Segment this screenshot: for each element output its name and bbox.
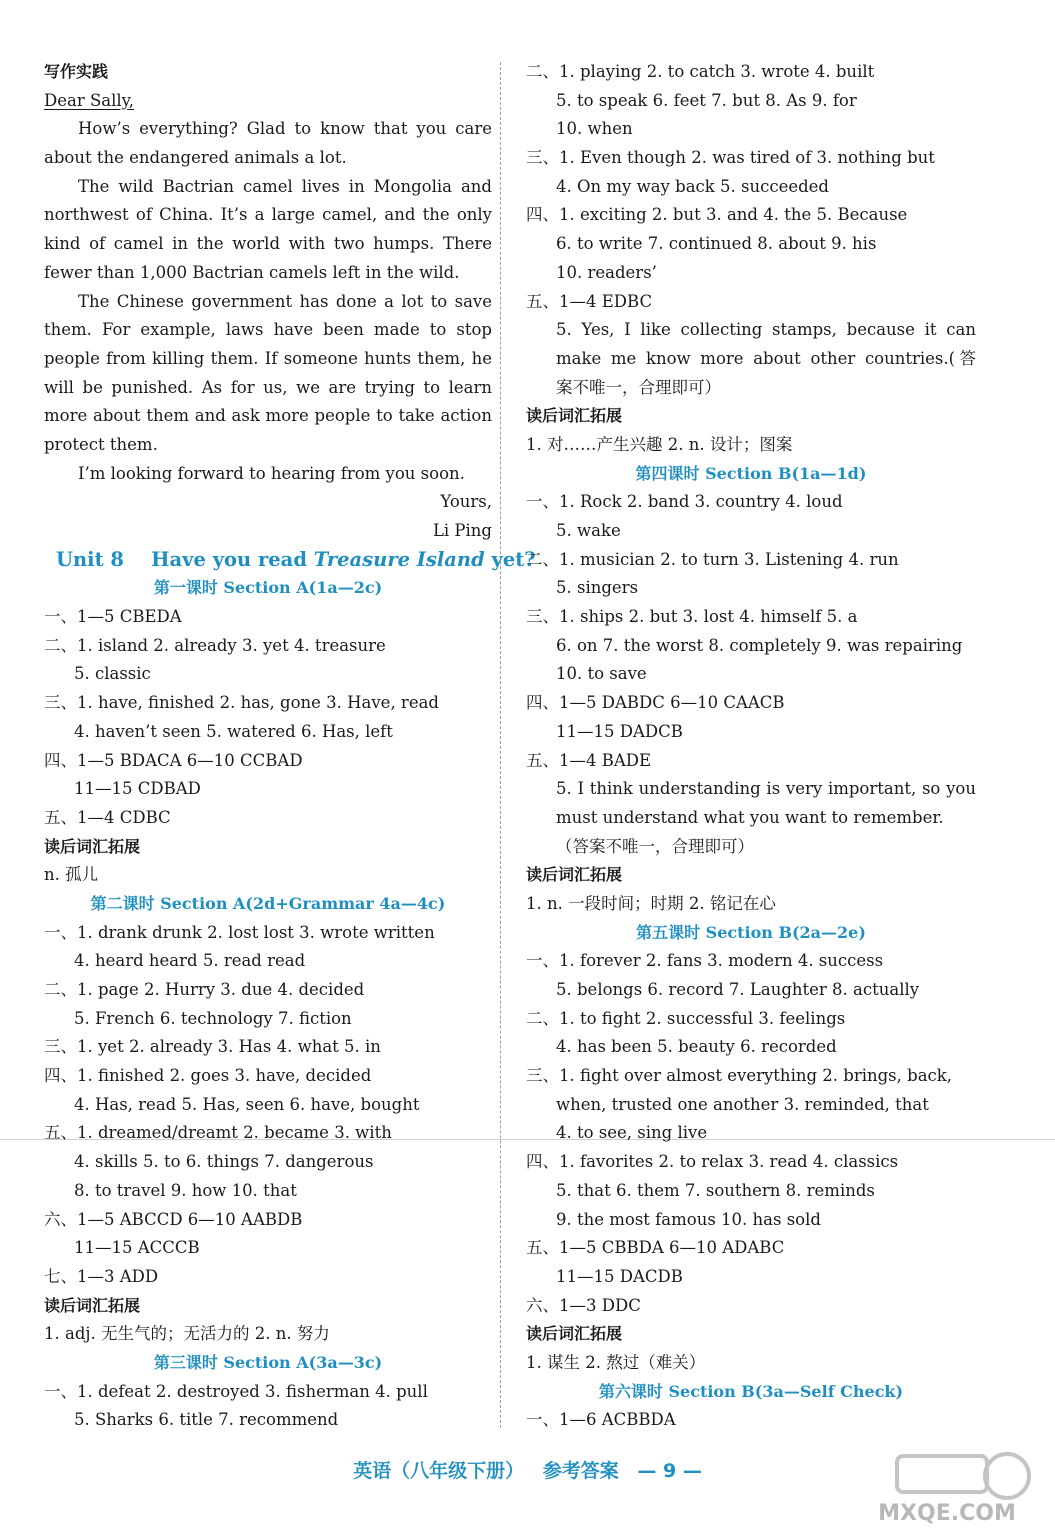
lesson-heading: 第二课时 Section A(2d+Grammar 4a—4c)	[90, 893, 446, 913]
section-heading: 写作实践	[44, 62, 109, 81]
answer-line: 三、1. have, finished 2. has, gone 3. Have, read	[44, 693, 439, 713]
answer-line: 一、1. forever 2. fans 3. modern 4. success	[526, 951, 884, 971]
answer-line: about the endangered animals a lot.	[44, 148, 347, 168]
answer-line: The wild Bactrian camel lives in Mongolia and	[78, 176, 492, 196]
answer-line: protect them.	[44, 434, 158, 454]
answer-line: 一、1. drank drunk 2. lost lost 3. wrote written	[44, 922, 435, 942]
answer-line: 七、1—3 ADD	[44, 1266, 159, 1286]
answer-line: 二、1. to fight 2. successful 3. feelings	[526, 1008, 846, 1028]
answer-line: 二、1. island 2. already 3. yet 4. treasure	[44, 635, 386, 655]
answer-line: 5. singers	[556, 578, 639, 598]
answer-line: 5. Yes, I like collecting stamps, because it can	[556, 320, 976, 340]
answer-line: I’m looking forward to hearing from you soon.	[78, 463, 465, 483]
answer-line: 10. to save	[556, 664, 647, 684]
answer-line: 五、1—4 CDBC	[44, 807, 171, 827]
answer-line: more about them and ask more people to take action	[44, 406, 492, 426]
answer-line: 六、1—3 DDC	[526, 1295, 641, 1315]
answer-line: 四、1. finished 2. goes 3. have, decided	[44, 1066, 372, 1086]
answer-line: must understand what you want to remember.	[556, 807, 944, 827]
answer-line: 二、1. page 2. Hurry 3. due 4. decided	[44, 980, 365, 999]
answer-line: 四、1—5 DABDC 6—10 CAACB	[526, 693, 785, 713]
section-heading: 读后词汇拓展	[44, 1295, 141, 1315]
answer-line: n. 孤儿	[44, 865, 99, 885]
answer-line: 6. on 7. the worst 8. completely 9. was repairing	[556, 635, 963, 655]
right-column	[526, 58, 976, 1435]
answer-line: The Chinese government has done a lot to save	[78, 291, 492, 311]
answer-line: 三、1. fight over almost everything 2. brings, back,	[526, 1066, 953, 1086]
answer-line: 11—15 DACDB	[556, 1266, 683, 1286]
lesson-heading: 第六课时 Section B(3a—Self Check)	[598, 1381, 904, 1401]
answer-line: 五、1—4 EDBC	[526, 291, 653, 311]
answer-line: 1. 对……产生兴趣 2. n. 设计；图案	[526, 434, 793, 454]
answer-line: 5. to speak 6. feet 7. but 8. As 9. for	[556, 90, 857, 110]
answer-line: 四、1—5 BDACA 6—10 CCBAD	[44, 750, 303, 770]
answer-line: 4. heard heard 5. read read	[74, 951, 306, 971]
answer-line: 8. to travel 9. how 10. that	[74, 1180, 297, 1200]
watermark-logo-icon	[857, 1448, 1037, 1528]
answer-line: 4. skills 5. to 6. things 7. dangerous	[74, 1152, 374, 1172]
unit-title	[44, 546, 536, 575]
footer-label: 参考答案	[542, 1460, 619, 1482]
section-heading: 读后词汇拓展	[526, 865, 623, 885]
answer-line: 二、1. playing 2. to catch 3. wrote 4. built	[526, 62, 875, 81]
answer-line: 五、1—4 BADE	[526, 750, 652, 770]
watermark-logo	[857, 1448, 1037, 1528]
answer-line: will be punished. As for us, we are trying to learn	[44, 377, 492, 397]
lesson-heading: 第一课时 Section A(1a—2c)	[153, 578, 383, 598]
answer-line: 五、1—5 CBBDA 6—10 ADABC	[526, 1238, 785, 1258]
unit-title-book: Treasure Island	[313, 547, 485, 571]
answer-line: 10. readers’	[556, 262, 657, 282]
left-column	[44, 58, 536, 1435]
answer-line: 一、1. Rock 2. band 3. country 4. loud	[526, 492, 843, 512]
answer-line: people from killing them. If someone hunts them, he	[44, 348, 492, 368]
answer-line: 5. French 6. technology 7. fiction	[74, 1008, 352, 1028]
answer-line: 10. when	[556, 119, 633, 139]
section-heading: 读后词汇拓展	[44, 836, 141, 856]
answer-line: 4. On my way back 5. succeeded	[556, 176, 829, 196]
lesson-heading: 第四课时 Section B(1a—1d)	[635, 463, 867, 483]
answer-line: 案不唯一，合理即可）	[556, 377, 721, 397]
answer-line: 1. 谋生 2. 熬过（难关）	[526, 1352, 706, 1372]
footer-subject: 英语（八年级下册）	[353, 1460, 525, 1482]
lesson-heading: 第三课时 Section A(3a—3c)	[153, 1352, 383, 1372]
answer-line: （答案不唯一，合理即可）	[556, 836, 754, 856]
answer-line: 四、1. exciting 2. but 3. and 4. the 5. Because	[526, 205, 908, 225]
answer-line: 4. haven’t seen 5. watered 6. Has, left	[74, 721, 393, 741]
answer-line: 9. the most famous 10. has sold	[556, 1209, 821, 1229]
answer-line: How’s everything? Glad to know that you care	[78, 119, 492, 139]
section-heading: 读后词汇拓展	[526, 406, 623, 426]
answer-line: 三、1. Even though 2. was tired of 3. nothing but	[526, 148, 935, 168]
answer-line: northwest of China. It’s a large camel, and the only	[44, 205, 492, 225]
answer-line: 5. I think understanding is very important, so you	[556, 779, 976, 799]
answer-line: when, trusted one another 3. reminded, that	[556, 1094, 929, 1114]
answer-line: 三、1. yet 2. already 3. Has 4. what 5. in	[44, 1037, 381, 1057]
unit-title-suffix: yet?	[484, 547, 536, 571]
answer-line: 二、1. musician 2. to turn 3. Listening 4. run	[526, 549, 899, 569]
answer-line: them. For example, laws have been made to stop	[44, 320, 492, 340]
answer-line: 三、1. ships 2. but 3. lost 4. himself 5. a	[526, 607, 858, 627]
answer-line: 1. adj. 无生气的；无活力的 2. n. 努力	[44, 1324, 330, 1344]
unit-title-prefix: Unit 8 Have you read	[56, 547, 314, 571]
answer-line: 11—15 ACCCB	[74, 1238, 200, 1258]
answer-line: Dear Sally,	[44, 90, 135, 110]
watermark-text: MXQE.COM	[878, 1501, 1016, 1526]
answer-line: 1. n. 一段时间；时期 2. 铭记在心	[526, 893, 776, 913]
answer-line: 4. Has, read 5. Has, seen 6. have, bought	[74, 1094, 420, 1114]
page-number: — 9 —	[637, 1460, 702, 1482]
column-divider	[500, 62, 501, 1428]
answer-line: make me know more about other countries.(答	[556, 348, 976, 368]
answer-line: fewer than 1,000 Bactrian camels left in the wild.	[44, 262, 460, 282]
answer-line: 5. Sharks 6. title 7. recommend	[74, 1410, 339, 1430]
answer-line: 4. has been 5. beauty 6. recorded	[556, 1037, 837, 1057]
answer-line: 五、1. dreamed/dreamt 2. became 3. with	[44, 1123, 392, 1143]
answer-line: 6. to write 7. continued 8. about 9. his	[556, 234, 877, 254]
answer-line: Yours,	[440, 492, 492, 512]
section-heading: 读后词汇拓展	[526, 1324, 623, 1344]
answer-line: Li Ping	[432, 521, 492, 540]
answer-line: 5. classic	[74, 664, 151, 684]
answer-line: 4. to see, sing live	[556, 1123, 708, 1143]
answer-line: 5. wake	[556, 521, 621, 540]
answer-line: 一、1. defeat 2. destroyed 3. fisherman 4. pull	[44, 1381, 428, 1401]
answer-line: 六、1—5 ABCCD 6—10 AABDB	[44, 1209, 303, 1229]
lesson-heading: 第五课时 Section B(2a—2e)	[636, 922, 866, 942]
answer-line: 11—15 CDBAD	[74, 779, 201, 799]
answer-line: 四、1. favorites 2. to relax 3. read 4. classics	[526, 1152, 899, 1172]
answer-line: 11—15 DADCB	[556, 721, 683, 741]
answer-line: 5. that 6. them 7. southern 8. reminds	[556, 1180, 875, 1200]
answer-line: 一、1—6 ACBBDA	[526, 1410, 676, 1430]
answer-line: 一、1—5 CBEDA	[44, 607, 182, 627]
answer-line: 5. belongs 6. record 7. Laughter 8. actually	[556, 980, 920, 999]
answer-line: kind of camel in the world with two humps. There	[44, 234, 492, 254]
